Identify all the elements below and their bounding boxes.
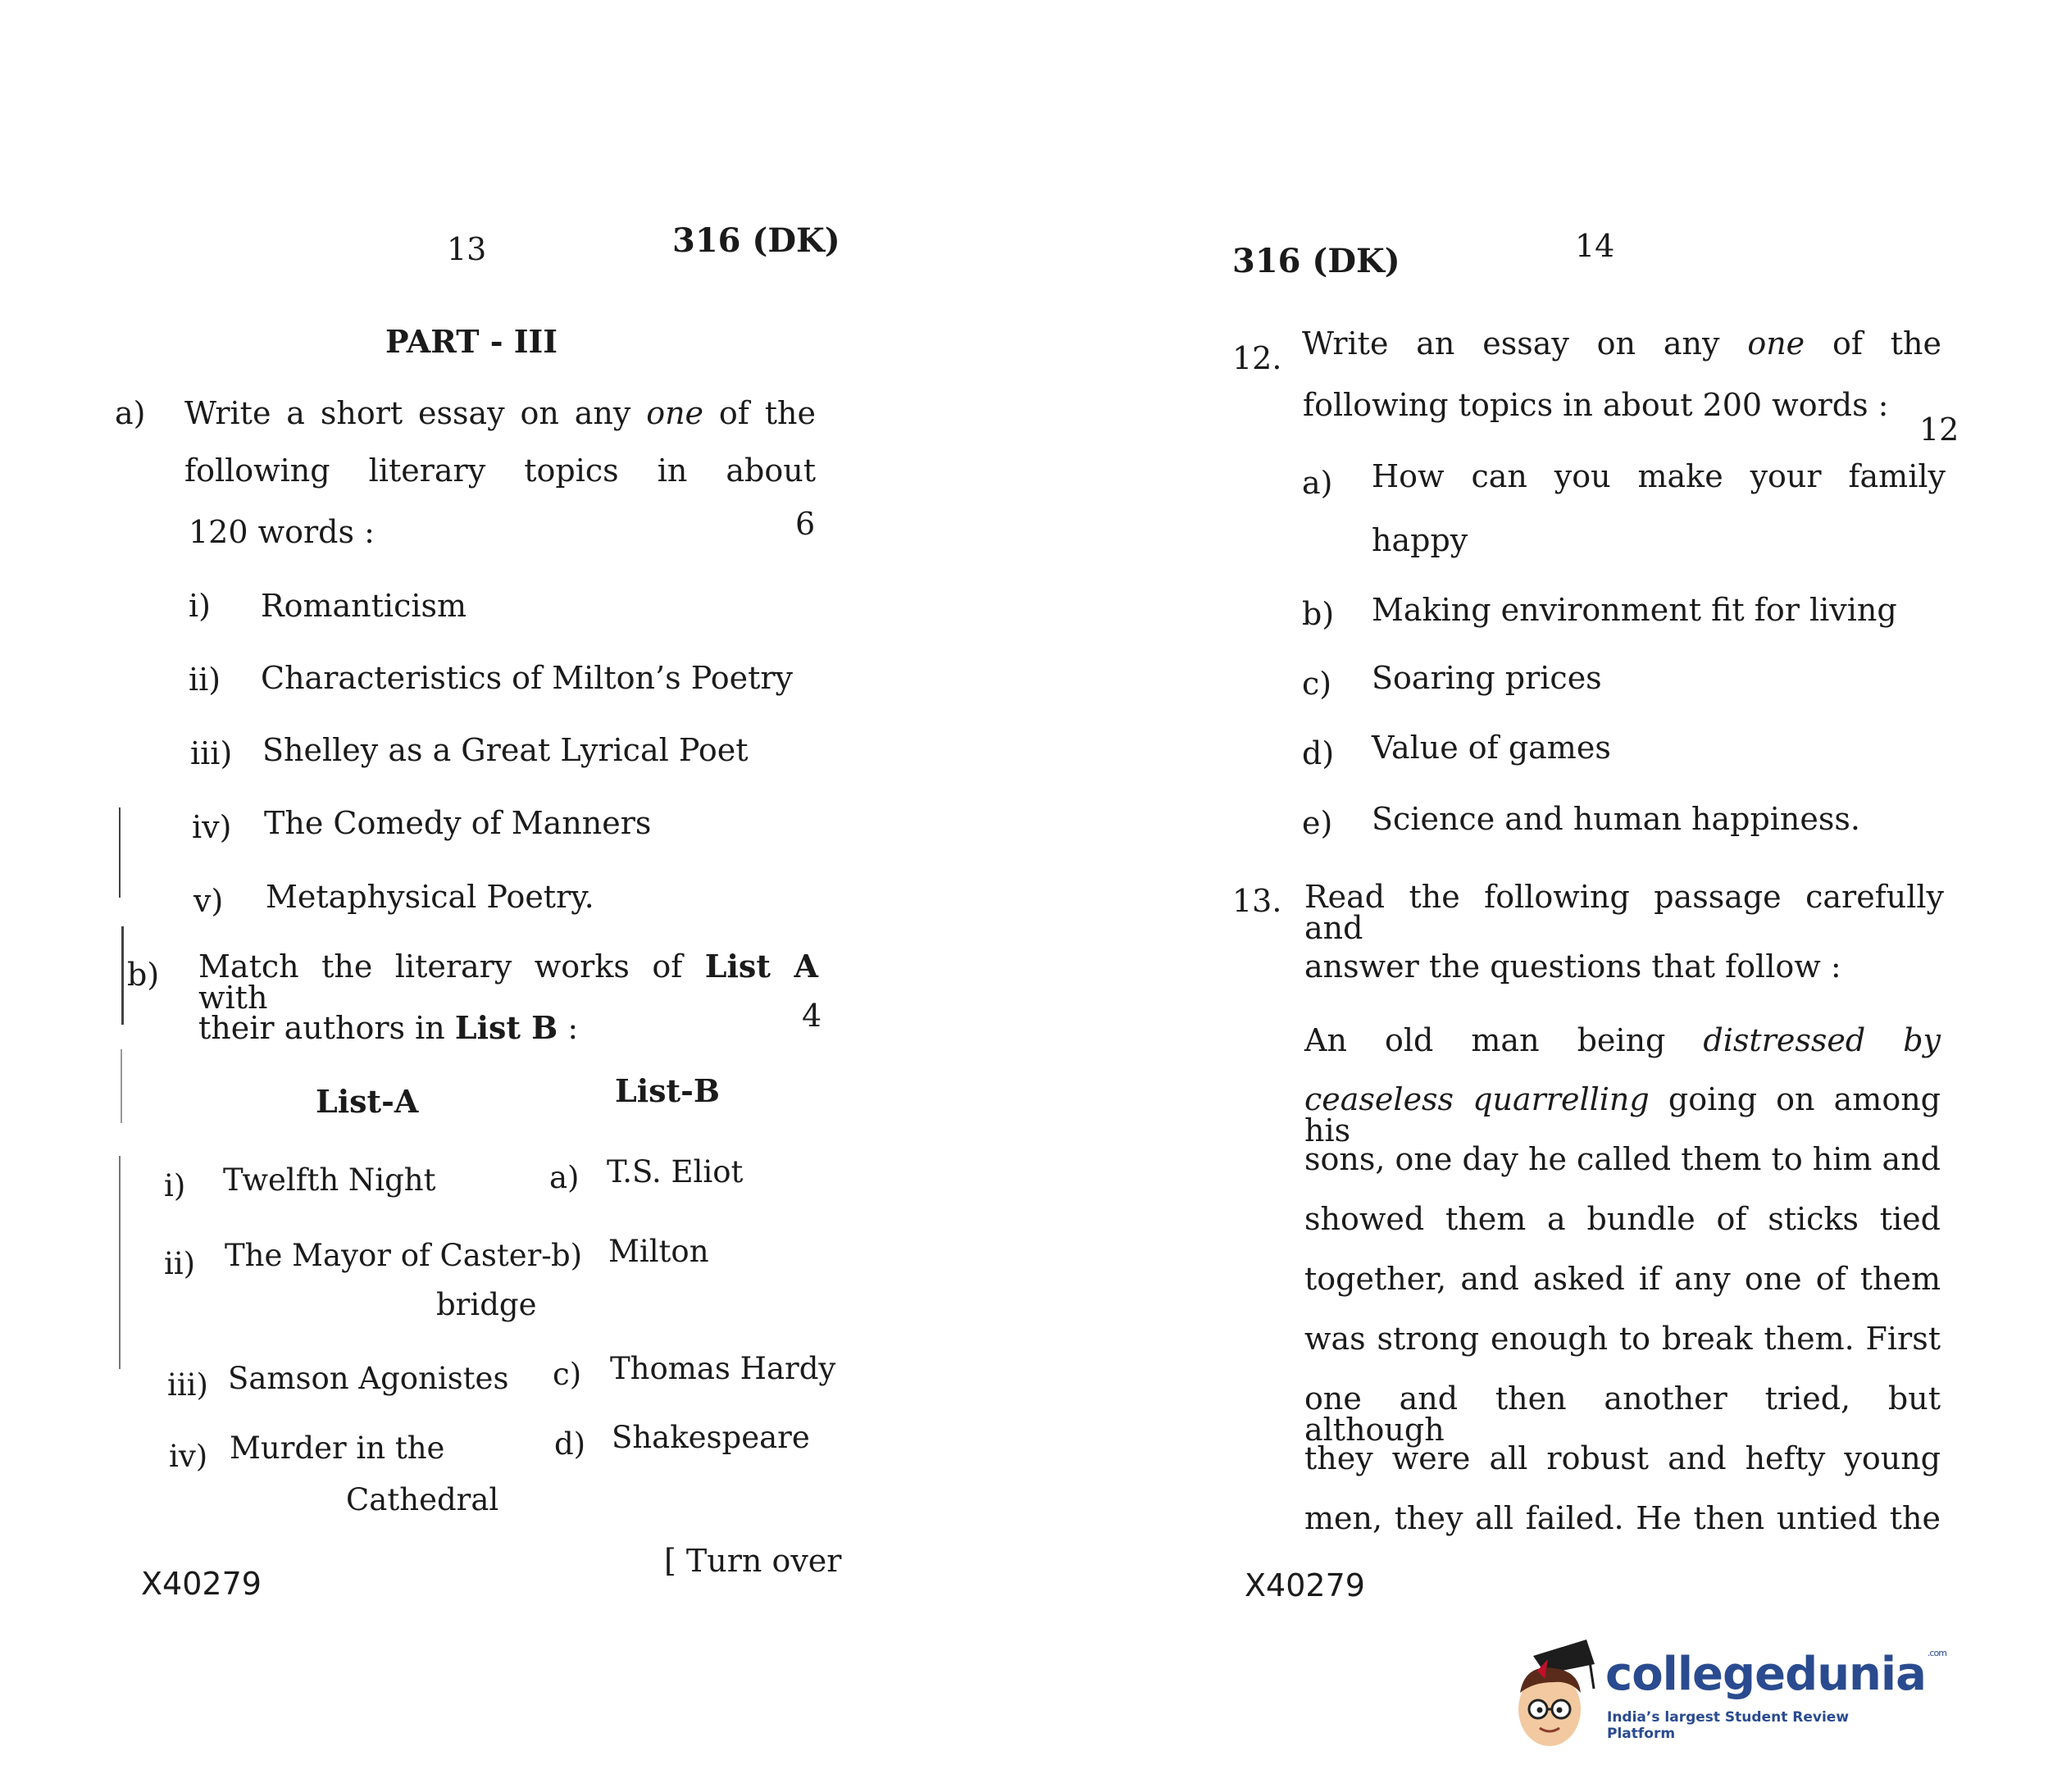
marks: 12 xyxy=(1919,412,1959,448)
question-text: answer the questions that follow : xyxy=(1304,948,1841,985)
topic-text: Metaphysical Poetry. xyxy=(266,879,594,915)
question-text: Write an essay on any one of the xyxy=(1302,325,1942,362)
passage-line: one and then another tried, but although xyxy=(1304,1380,1941,1448)
topic-text: Making environment fit for living xyxy=(1372,592,1897,628)
topic-text: Characteristics of Milton’s Poetry xyxy=(261,660,793,696)
list-b-num: c) xyxy=(553,1357,582,1392)
list-b-header: List-B xyxy=(615,1072,720,1109)
topic-num: iv) xyxy=(192,809,232,845)
list-b-num: d) xyxy=(554,1426,586,1462)
brand-name: collegedunia $^{.com}$ xyxy=(1605,1648,1946,1701)
question-text: 120 words : xyxy=(189,514,375,550)
list-a-item: Murder in the xyxy=(230,1430,445,1466)
topic-num: a) xyxy=(1302,465,1333,501)
list-a-item: The Mayor of Caster- xyxy=(225,1238,552,1273)
topic-num: e) xyxy=(1302,805,1333,841)
topic-num: b) xyxy=(1302,596,1335,632)
topic-num: iii) xyxy=(190,735,233,771)
list-a-num: iv) xyxy=(169,1439,208,1474)
question-text: Match the literary works of List A with xyxy=(198,948,818,1016)
turn-over: [ Turn over xyxy=(664,1543,842,1579)
passage-line: sons, one day he called them to him and xyxy=(1304,1141,1941,1177)
right-page xyxy=(1036,0,2071,1792)
part-title: PART - III xyxy=(385,323,558,360)
topic-text: Science and human happiness. xyxy=(1372,801,1860,837)
footer-code: X40279 xyxy=(1245,1567,1365,1603)
question-text: their authors in List B : xyxy=(198,1009,579,1046)
topic-text: Shelley as a Great Lyrical Poet xyxy=(262,732,749,768)
list-b-item: T.S. Eliot xyxy=(607,1154,744,1189)
topic-text: The Comedy of Manners xyxy=(264,805,652,841)
list-a-item: Samson Agonistes xyxy=(228,1361,509,1396)
footer-code: X40279 xyxy=(141,1566,262,1602)
paper-code: 316 (DK) xyxy=(672,221,840,260)
topic-text: How can you make your family xyxy=(1372,458,1946,494)
question-text: Write a short essay on any one of the xyxy=(184,395,816,431)
topic-text-cont: happy xyxy=(1372,522,1468,558)
question-number: 12. xyxy=(1232,340,1282,376)
list-b-item: Thomas Hardy xyxy=(610,1351,836,1386)
page-number: 13 xyxy=(447,231,487,267)
passage-line: they were all robust and hefty young xyxy=(1304,1440,1941,1476)
question-label: b) xyxy=(127,957,160,993)
topic-text: Value of games xyxy=(1372,730,1611,766)
list-a-num: i) xyxy=(164,1168,186,1203)
student-mascot-icon xyxy=(1509,1631,1599,1750)
list-a-item: Twelfth Night xyxy=(223,1162,436,1198)
list-b-item: Shakespeare xyxy=(612,1420,810,1455)
scan-artifact xyxy=(119,1156,121,1369)
scan-artifact xyxy=(121,926,124,1025)
collegedunia-logo xyxy=(1509,1631,1946,1750)
topic-num: i) xyxy=(189,588,211,624)
list-b-num: b) xyxy=(551,1238,583,1273)
marks: 4 xyxy=(802,998,822,1034)
list-b-num: a) xyxy=(549,1160,580,1195)
question-text: Read the following passage carefully and xyxy=(1304,879,1944,946)
question-number: 13. xyxy=(1232,883,1282,919)
passage-line: ceaseless quarrelling going on among his xyxy=(1304,1081,1941,1148)
list-a-item-cont: bridge xyxy=(436,1287,537,1322)
question-text: following literary topics in about xyxy=(184,453,816,489)
topic-text: Soaring prices xyxy=(1372,660,1602,696)
topic-num: ii) xyxy=(189,662,221,698)
list-a-num: ii) xyxy=(164,1246,196,1281)
topic-num: c) xyxy=(1302,666,1332,702)
passage-line: together, and asked if any one of them xyxy=(1304,1261,1941,1297)
page-number: 14 xyxy=(1575,228,1615,264)
brand-tagline: India’s largest Student Review Platform xyxy=(1607,1709,1850,1742)
passage-line: men, they all failed. He then untied the xyxy=(1304,1500,1941,1536)
topic-num: v) xyxy=(193,883,224,919)
list-a-header: List-A xyxy=(316,1083,419,1120)
scan-artifact xyxy=(119,807,121,898)
question-label: a) xyxy=(115,395,146,431)
passage-line: was strong enough to break them. First xyxy=(1304,1321,1941,1357)
passage-line: showed them a bundle of sticks tied xyxy=(1304,1201,1941,1237)
paper-code: 316 (DK) xyxy=(1232,242,1400,280)
scan-artifact xyxy=(121,1049,122,1123)
list-b-item: Milton xyxy=(608,1234,709,1269)
marks: 6 xyxy=(795,506,816,542)
question-text: following topics in about 200 words : xyxy=(1303,387,1889,423)
passage-line: An old man being distressed by xyxy=(1304,1022,1941,1058)
list-a-num: iii) xyxy=(167,1367,208,1403)
list-a-item-cont: Cathedral xyxy=(346,1482,499,1517)
topic-num: d) xyxy=(1302,735,1335,771)
topic-text: Romanticism xyxy=(261,588,467,624)
